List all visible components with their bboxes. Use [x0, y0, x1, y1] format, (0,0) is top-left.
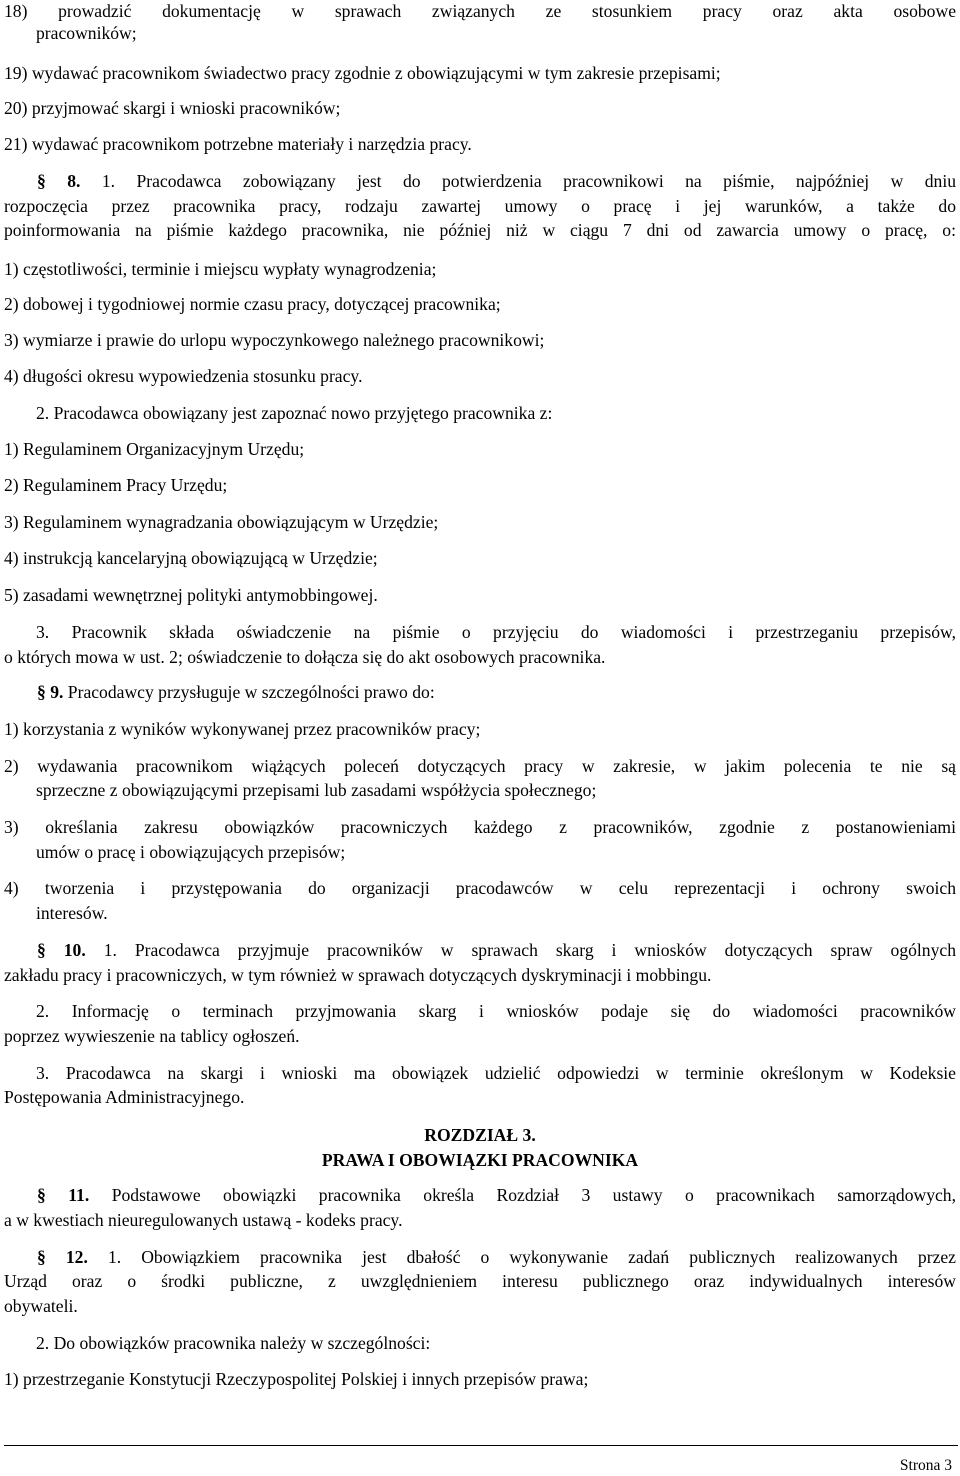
text-line: 2. Do obowiązków pracownika należy w szczególności:: [36, 1333, 431, 1353]
paragraph-8-line: § 8. 1. Pracodawca zobowiązany jest do potwierdzenia pracownikowi na piśmie, najpóźniej w dniu: [37, 171, 957, 191]
text-line: 3. Pracodawca na skargi i wnioski ma obowiązek udzielić odpowiedzi w terminie określonym w Kodeksie: [36, 1063, 956, 1083]
footer-divider: [4, 1445, 958, 1446]
text-line: o których mowa w ust. 2; oświadczenie to dołącza się do akt osobowych pracownika.: [4, 647, 606, 667]
text-line: Urząd oraz o środki publiczne, z uwzględnieniem interesu publicznego oraz indywidualnych interesów: [4, 1271, 956, 1291]
text-line: zakładu pracy i pracowniczych, w tym również w sprawach dotyczących dyskryminacji i mobbingu.: [4, 965, 712, 985]
text-line: a w kwestiach nieuregulowanych ustawą - kodeks pracy.: [4, 1210, 403, 1230]
text-line: 19) wydawać pracownikom świadectwo pracy zgodnie z obowiązującymi w tym zakresie przepisami;: [4, 63, 721, 83]
text-line: 2) Regulaminem Pracy Urzędu;: [4, 475, 228, 495]
text-line: Postępowania Administracyjnego.: [4, 1087, 245, 1107]
text-line: 18) prowadzić dokumentację w sprawach związanych ze stosunkiem pracy oraz akta osobowe: [4, 1, 956, 21]
paragraph-9-line: § 9. Pracodawcy przysługuje w szczególności prawo do:: [37, 682, 435, 702]
text-line: 1) częstotliwości, terminie i miejscu wypłaty wynagrodzenia;: [4, 259, 437, 279]
text-line: interesów.: [36, 903, 108, 923]
text-line: 1) przestrzeganie Konstytucji Rzeczypospolitej Polskiej i innych przepisów prawa;: [4, 1369, 589, 1389]
section-number: § 10.: [37, 940, 86, 960]
text-line: 20) przyjmować skargi i wnioski pracowników;: [4, 98, 341, 118]
section-number: § 11.: [37, 1185, 90, 1205]
text-line: 3) określania zakresu obowiązków pracowniczych każdego z pracowników, zgodnie z postanowieniami: [4, 817, 956, 837]
text-line: sprzeczne z obowiązującymi przepisami lub zasadami współżycia społecznego;: [36, 780, 597, 800]
text-line: poprzez wywieszenie na tablicy ogłoszeń.: [4, 1026, 300, 1046]
text-line: 5) zasadami wewnętrznej polityki antymobbingowej.: [4, 585, 378, 605]
text-line: 3. Pracownik składa oświadczenie na piśmie o przyjęciu do wiadomości i przestrzeganiu przepisów,: [36, 622, 956, 642]
text-line: 1) korzystania z wyników wykonywanej przez pracowników pracy;: [4, 719, 481, 739]
chapter-number: ROZDZIAŁ 3.: [424, 1125, 536, 1145]
paragraph-12-line: § 12. 1. Obowiązkiem pracownika jest dbałość o wykonywanie zadań publicznych realizowanych przez: [37, 1247, 956, 1267]
text-line: pracowników;: [36, 23, 137, 43]
text-line: obywateli.: [4, 1296, 78, 1316]
paragraph-10-line: § 10. 1. Pracodawca przyjmuje pracowników w sprawach skarg i wniosków dotyczących spraw ogólnych: [37, 940, 957, 960]
paragraph-11-line: § 11. Podstawowe obowiązki pracownika określa Rozdział 3 ustawy o pracownikach samorządowych,: [37, 1185, 956, 1205]
page-number: Strona 3: [899, 1457, 952, 1474]
text-line: umów o pracę i obowiązujących przepisów;: [36, 842, 346, 862]
text-line: 2) wydawania pracownikom wiążących poleceń dotyczących pracy w zakresie, w jakim polecenia te nie są: [4, 756, 956, 776]
text-line: 3) Regulaminem wynagradzania obowiązującym w Urzędzie;: [4, 512, 439, 532]
text-line: 2. Pracodawca obowiązany jest zapoznać nowo przyjętego pracownika z:: [36, 403, 553, 423]
text-line: poinformowania na piśmie każdego pracownika, nie później niż w ciągu 7 dni od zawarcia umowy o pracę, o:: [4, 220, 956, 240]
section-number: § 12.: [37, 1247, 88, 1267]
text-line: 2) dobowej i tygodniowej normie czasu pracy, dotyczącej pracownika;: [4, 294, 501, 314]
text-line: 2. Informację o terminach przyjmowania skarg i wniosków podaje się do wiadomości pracowników: [36, 1001, 956, 1021]
text-line: 1) Regulaminem Organizacyjnym Urzędu;: [4, 439, 305, 459]
section-number: § 9.: [37, 682, 64, 702]
section-number: § 8.: [37, 171, 81, 191]
text-line: 21) wydawać pracownikom potrzebne materiały i narzędzia pracy.: [4, 134, 472, 154]
text-line: 4) długości okresu wypowiedzenia stosunku pracy.: [4, 366, 363, 386]
text-line: 4) instrukcją kancelaryjną obowiązującą w Urzędzie;: [4, 548, 378, 568]
text-line: rozpoczęcia przez pracownika pracy, rodzaju zawartej umowy o pracę i jej warunków, a także do: [4, 196, 956, 216]
text-line: 3) wymiarze i prawie do urlopu wypoczynkowego należnego pracownikowi;: [4, 330, 545, 350]
text-line: 4) tworzenia i przystępowania do organizacji pracodawców w celu reprezentacji i ochrony swoich: [4, 878, 956, 898]
chapter-title: PRAWA I OBOWIĄZKI PRACOWNIKA: [321, 1150, 639, 1170]
